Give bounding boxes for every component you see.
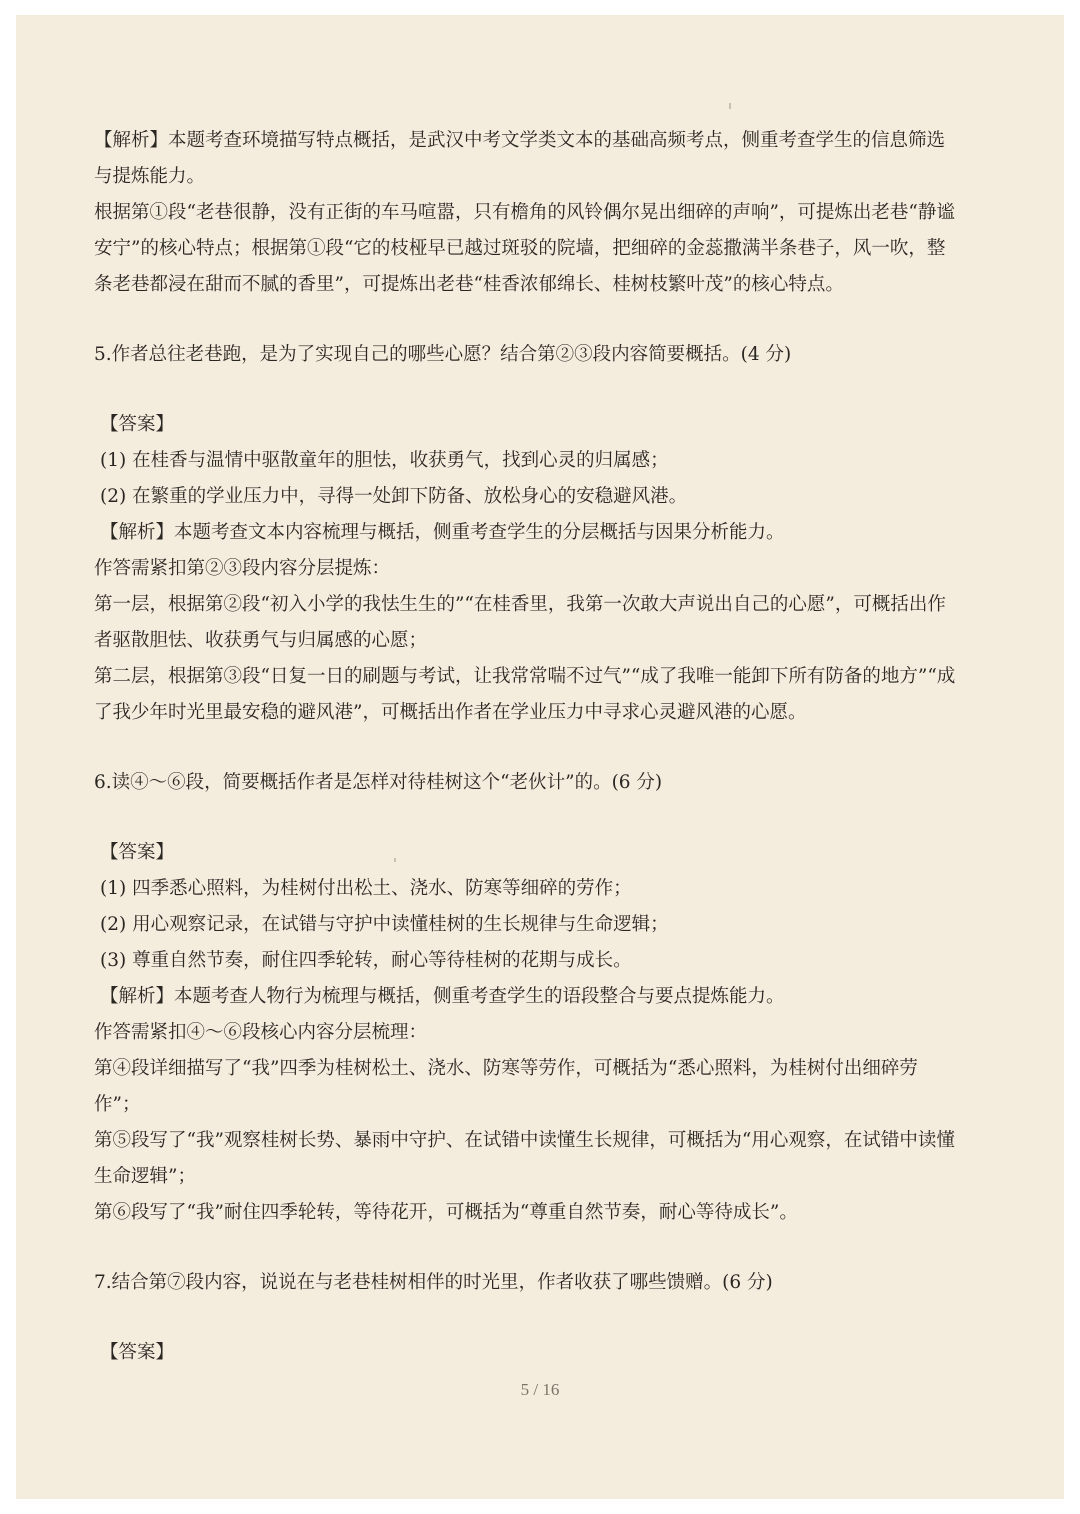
answer-item: (2) 用心观察记录，在试错与守护中读懂桂树的生长规律与生命逻辑； — [100, 914, 669, 935]
analysis-detail: 第一层，根据第②段“初入小学的我怯生生的”“在桂香里，我第一次敢大声说出自己的心愿”，可概括出作者驱散胆怯、收获勇气与归属感的心愿； — [94, 594, 946, 651]
question-7: 7.结合第⑦段内容，说说在与老巷桂树相伴的时光里，作者收获了哪些馈赠。(6 分) — [94, 1272, 773, 1293]
answer-label: 【答案】 — [100, 414, 175, 435]
method-text: 作答需紧扣④～⑥段核心内容分层梳理： — [94, 1022, 428, 1043]
scan-speck — [729, 103, 731, 109]
analysis-detail: 第二层，根据第③段“日复一日的刷题与考试，让我常常喘不过气”“成了我唯一能卸下所有防备的地方”“成了我少年时光里最安稳的避风港”，可概括出作者在学业压力中寻求心灵避风港的心愿。 — [94, 666, 956, 723]
analysis-paragraph — [94, 123, 960, 195]
analysis-paragraph: 【解析】本题考查文本内容梳理与概括，侧重考查学生的分层概括与因果分析能力。 — [100, 522, 785, 543]
question-6: 6.读④～⑥段，简要概括作者是怎样对待桂树这个“老伙计”的。(6 分) — [94, 772, 663, 793]
answer-label: 【答案】 — [100, 842, 175, 863]
analysis-text: 本题考查环境描写特点概括，是武汉中考文学类文本的基础高频考点，侧重考查学生的信息筛选与提炼能力。 — [94, 130, 946, 187]
question-5: 5.作者总往老巷跑，是为了实现自己的哪些心愿？结合第②③段内容简要概括。(4 分) — [94, 344, 792, 365]
answer-item: (1) 在桂香与温情中驱散童年的胆怯，收获勇气，找到心灵的归属感； — [100, 450, 669, 471]
answer-label: 【答案】 — [100, 1342, 175, 1363]
analysis-detail: 第⑥段写了“我”耐住四季轮转，等待花开，可概括为“尊重自然节奏，耐心等待成长”。 — [94, 1202, 798, 1223]
analysis-detail: 根据第①段“老巷很静，没有正街的车马喧嚣，只有檐角的风铃偶尔晃出细碎的声响”，可提炼出老巷“静谧安宁”的核心特点；根据第①段“它的枝桠早已越过斑驳的院墙，把细碎的金蕊撒满半条巷子，风一吹，整条老巷都浸在甜而不腻的香里”，可提炼出老巷“桂香浓郁绵长、桂树枝繁叶茂”的核心特点。 — [94, 202, 955, 295]
page-number: 5 / 16 — [520, 1380, 560, 1399]
answer-item: (1) 四季悉心照料，为桂树付出松土、浇水、防寒等细碎的劳作； — [100, 878, 632, 899]
method-text: 作答需紧扣第②③段内容分层提炼： — [94, 558, 391, 579]
analysis-label: 【解析】 — [94, 130, 169, 151]
analysis-paragraph: 【解析】本题考查人物行为梳理与概括，侧重考查学生的语段整合与要点提炼能力。 — [100, 986, 785, 1007]
answer-item: (3) 尊重自然节奏，耐住四季轮转，耐心等待桂树的花期与成长。 — [100, 950, 632, 971]
analysis-detail: 第④段详细描写了“我”四季为桂树松土、浇水、防寒等劳作，可概括为“悉心照料，为桂树付出细碎劳作”； — [94, 1058, 918, 1115]
analysis-detail: 第⑤段写了“我”观察桂树长势、暴雨中守护、在试错中读懂生长规律，可概括为“用心观察，在试错中读懂生命逻辑”； — [94, 1130, 955, 1187]
document-content — [94, 123, 960, 1371]
answer-item: (2) 在繁重的学业压力中，寻得一处卸下防备、放松身心的安稳避风港。 — [100, 486, 688, 507]
